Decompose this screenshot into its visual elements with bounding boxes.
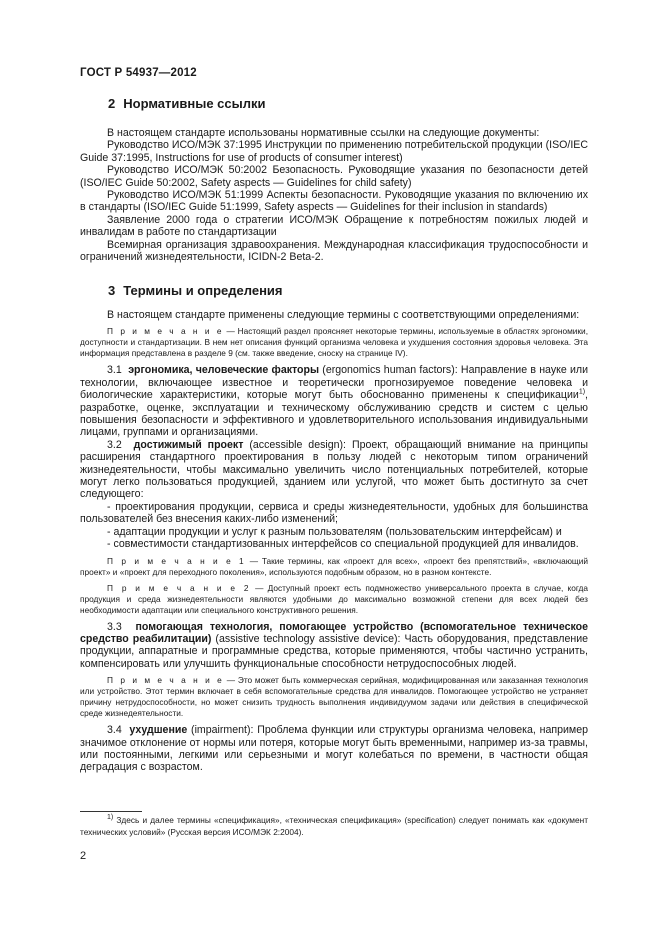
note-text: — Доступный проект есть подмножество универсального проекта в случае, когда продукция и среда жизнедеятельности являются удобными до максимально возможной степени для всех людей без необходимости адаптации или специального конструктивного решения.	[80, 582, 588, 615]
term-name: помогающая технология, помогающее устройство (вспомогательное техническое средство реабилитации)	[80, 620, 589, 645]
term-3-3-note	[80, 675, 588, 719]
note-label: П р и м е ч а н и е	[107, 326, 224, 337]
section-3-heading	[108, 283, 283, 298]
term-definition: (assistive technology assistive device): Часть оборудования, представление продукции, аппаратные и программные средства, которые применяются, чтобы частично устранить, компенсировать или улучшить функциональные способности нетрудоспособных людей.	[80, 632, 589, 670]
list-item: - проектирования продукции, сервиса и среды жизнедеятельности, удобных для большинства пользователей без внесения каких-либо изменений;	[80, 500, 588, 526]
footnote	[80, 815, 588, 838]
normative-reference: Заявление 2000 года о стратегии ИСО/МЭК Обращение к потребностям пожилых людей и инвалидам в работе по стандартизации	[80, 213, 588, 239]
normative-reference: Руководство ИСО/МЭК 37:1995 Инструкции по применению потребительской продукции (ISO/IEC Guide 37:1995, Instructions for use of products of consumer interest)	[80, 139, 589, 164]
note-text: — Это может быть коммерческая серийная, модифицированная или заказанная технология или устройство. Этот термин включает в себя вспомогательные средства для инвалидов. Помогающее устройство не устраняет причину нетрудоспособности, но может снизить трудность выполнения индивидуумом задачи или действия в специфической среде жизнедеятельности.	[80, 675, 589, 719]
normative-reference: Руководство ИСО/МЭК 51:1999 Аспекты безопасности. Руководящие указания по включению их в стандарты (ISO/IEC Guide 51:1999, Safety aspects — Guidelines for their inclusion in standards)	[80, 189, 588, 214]
section-3-note	[80, 326, 588, 359]
page-number: 2	[80, 850, 87, 862]
section-3-title: Термины и определения	[123, 283, 283, 298]
footnote-ref: 1)	[578, 388, 586, 396]
term-3-3	[80, 621, 588, 671]
term-3-2	[80, 439, 588, 501]
term-definition: (ergonomics human factors): Направление в науке или технологии, включающее известное и теоретически прогнозируемое поведение человека и биологические характеристики, которые могут быть обоснованно применены к спецификации	[80, 364, 589, 402]
note-label: П р и м е ч а н и е	[107, 675, 225, 686]
term-definition: (accessible design): Проект, обращающий внимание на принципы расширения стандартного проектирования в пользу людей с некоторым типом ограничений жизнедеятельности, чтобы максимально увеличить число потенциальных потребителей, которые могут легко пользоваться продукцией, зданием или услугой, что может быть достигнуто за счет следующего:	[80, 438, 589, 501]
section-2-heading	[108, 96, 265, 111]
footnote-divider	[80, 811, 142, 812]
section-2-body	[80, 127, 588, 263]
term-name: ухудшение	[129, 724, 188, 737]
document-code-header: ГОСТ Р 54937—2012	[80, 67, 197, 79]
footnote-mark: 1)	[107, 814, 114, 822]
note-text: — Настоящий раздел проясняет некоторые термины, используемые в областях эргономики, доступности и стандартизации. В нем нет описания функций организма человека и ухудшения состояния здоровья человека. Эта информация представлена в разделе 9 (см. также введение, сноску на странице IV).	[80, 326, 589, 359]
term-number: 3.3	[107, 620, 122, 633]
section-3-body	[80, 309, 588, 774]
term-3-2-note-1	[80, 556, 588, 578]
footnote-text: Здесь и далее термины «спецификация», «техническая спецификация» (specification) следует понимать как «документ технических условий» (Русская версия ИСО/МЭК 2:2004).	[80, 815, 588, 837]
term-number: 3.4	[107, 724, 122, 737]
note-label: П р и м е ч а н и е 1	[107, 555, 246, 566]
term-3-4	[80, 724, 588, 774]
section-2-number: 2	[108, 96, 116, 111]
list-item: - адаптации продукции и услуг к разным пользователям (пользовательским интерфейсам) и	[107, 525, 562, 538]
section-2-intro: В настоящем стандарте использованы нормативные ссылки на следующие документы:	[107, 127, 540, 139]
normative-reference: Руководство ИСО/МЭК 50:2002 Безопасность. Руководящие указания по безопасности детей (ISO/IEC Guide 50:2002, Safety aspects — Guidelines for child safety)	[80, 164, 588, 189]
term-number: 3.2	[107, 438, 122, 451]
term-definition-cont: , разработке, оценке, эксплуатации и техническому обслуживанию средств и систем с целью повышения безопасности и эффективного и удовлетворительного использования индивидуальными лицами, группами и организациями.	[80, 389, 588, 439]
term-name: эргономика, человеческие факторы	[128, 364, 320, 377]
note-label: П р и м е ч а н и е 2	[107, 582, 251, 593]
term-3-1	[80, 364, 588, 438]
note-text: — Такие термины, как «проект для всех», «проект без препятствий», «включающий проект» и «проект для переходного поколения», используются подобным образом, но в разном контексте.	[80, 555, 589, 577]
normative-reference: Всемирная организация здравоохранения. Международная классификация трудоспособности и ограничений жизнедеятельности, ICIDN-2 Beta-2.	[80, 238, 588, 264]
term-name: достижимый проект	[133, 438, 244, 451]
section-3-intro: В настоящем стандарте применены следующие термины с соответствующими определениями:	[107, 309, 580, 321]
list-item: - совместимости стандартизованных интерфейсов со специальной продукцией для инвалидов.	[107, 538, 579, 551]
term-number: 3.1	[107, 364, 122, 377]
term-definition: (impairment): Проблема функции или структуры организма человека, например значимое отклонение от нормы или потеря, которые могут быть временными, например из-за травмы, или постоянными, легкими или серьезными и могут колебаться по времени, в частности общая деградация с возрастом.	[80, 724, 588, 774]
section-2-title: Нормативные ссылки	[123, 96, 266, 111]
term-3-2-note-2	[80, 583, 588, 616]
section-3-number: 3	[108, 283, 116, 298]
